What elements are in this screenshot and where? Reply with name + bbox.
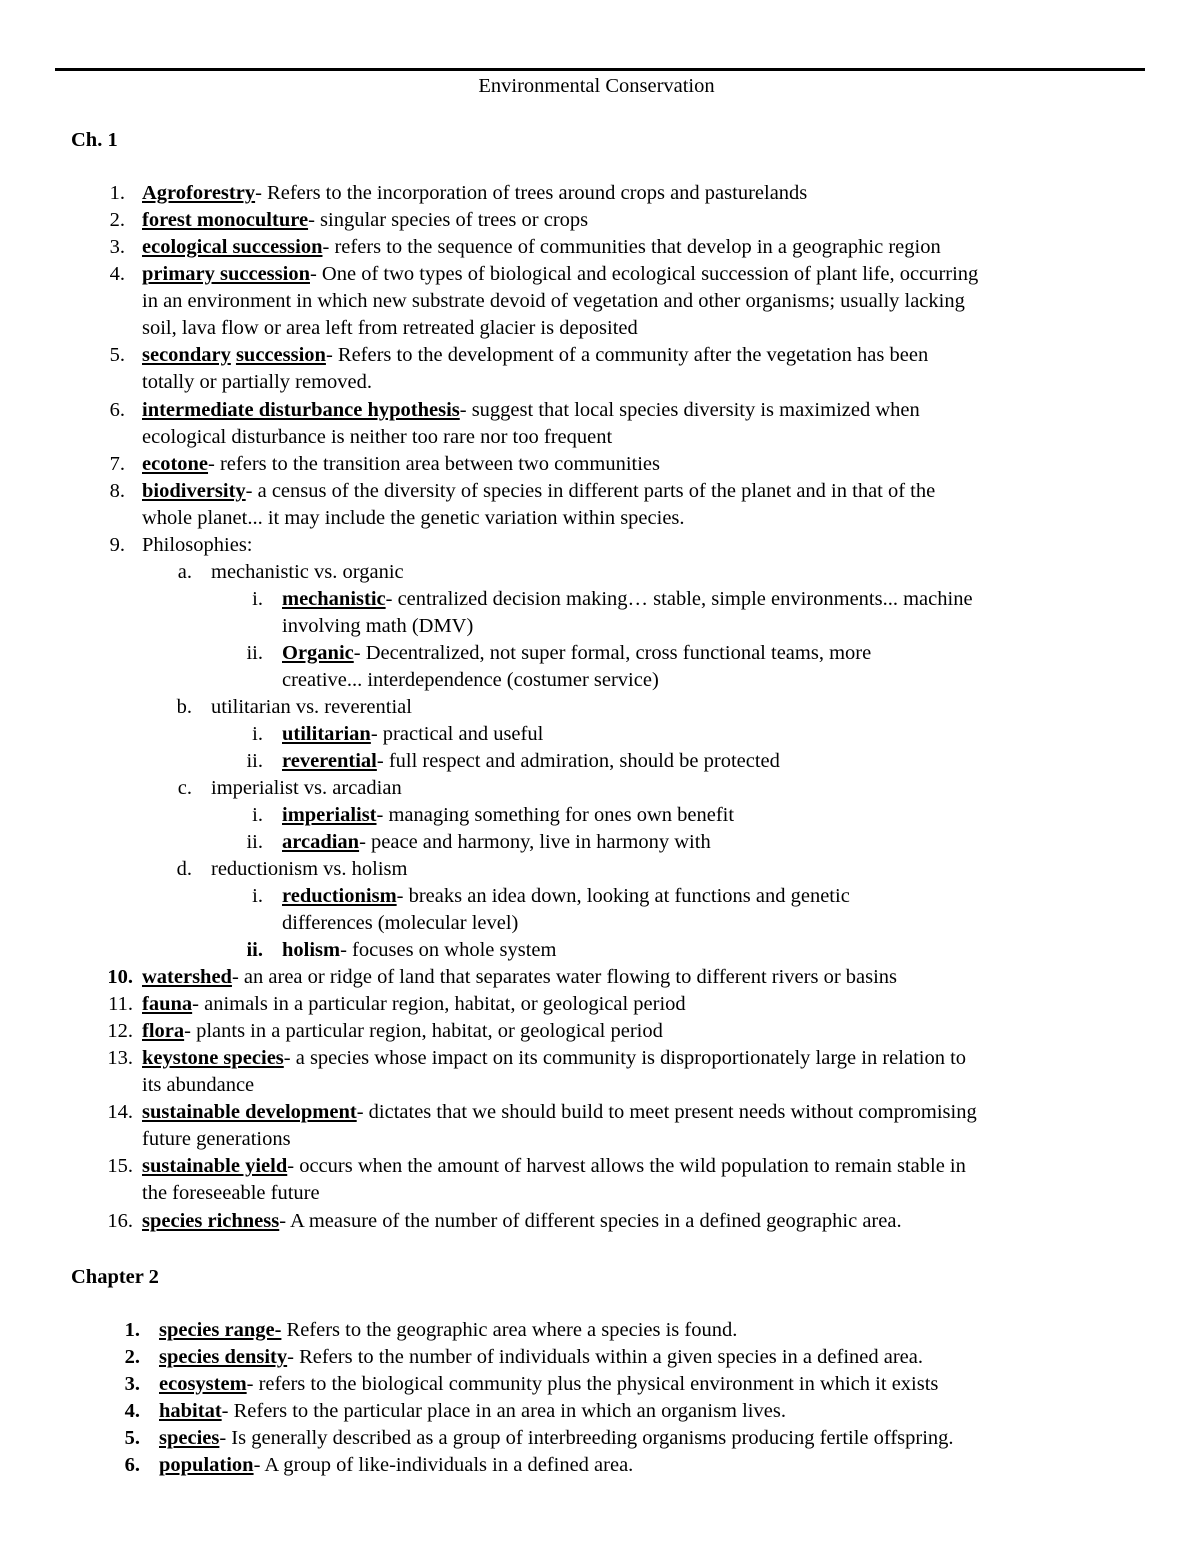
term: forest monoculture: [142, 209, 309, 231]
list-item: [142, 1099, 977, 1126]
list-item: [159, 1317, 737, 1344]
sub-item: [282, 829, 711, 856]
philosophy-pair: mechanistic vs. organic: [211, 561, 404, 583]
definition: - dictates that we should build to meet present needs without compromising: [356, 1101, 977, 1123]
definition: - A group of like-individuals in a defined area.: [253, 1454, 634, 1476]
definition: - managing something for ones own benefit: [376, 804, 735, 826]
term: succession: [235, 344, 326, 366]
term: watershed: [142, 966, 232, 988]
item-number: 12.: [107, 1020, 133, 1042]
term: utilitarian: [282, 723, 371, 745]
continuation-line: the foreseeable future: [142, 1182, 320, 1204]
chapter-2-heading: Chapter 2: [71, 1266, 159, 1288]
continuation-line: ecological disturbance is neither too rare nor too frequent: [142, 426, 613, 448]
definition: - refers to the sequence of communities that develop in a geographic region: [322, 236, 941, 258]
item-number: 4.: [124, 1400, 140, 1422]
top-rule: [55, 68, 1145, 71]
continuation-line: soil, lava flow or area left from retreated glacier is deposited: [142, 317, 638, 339]
term: species density: [159, 1346, 288, 1368]
list-item: [159, 1371, 938, 1398]
item-number: 5.: [124, 1427, 140, 1449]
continuation-line: in an environment in which new substrate devoid of vegetation and other organisms; usually lacking: [142, 290, 965, 312]
philosophy-pair: utilitarian vs. reverential: [211, 696, 412, 718]
definition: - Refers to the development of a community after the vegetation has been: [325, 344, 929, 366]
term: ecotone: [142, 453, 209, 475]
list-item: [142, 1045, 966, 1072]
item-number: 1.: [109, 182, 125, 204]
continuation-line: future generations: [142, 1128, 291, 1150]
term: flora: [142, 1020, 185, 1042]
term: primary succession: [142, 263, 310, 285]
term: species range-: [159, 1319, 282, 1341]
definition: - occurs when the amount of harvest allows the wild population to remain stable in: [287, 1155, 966, 1177]
item-number: 3.: [109, 236, 125, 258]
term: holism: [282, 939, 341, 961]
definition: - Decentralized, not super formal, cross functional teams, more: [353, 642, 872, 664]
document-title: Environmental Conservation: [478, 75, 715, 97]
definition: - plants in a particular region, habitat, or geological period: [184, 1020, 663, 1042]
sub-item: [282, 640, 871, 667]
definition: - practical and useful: [370, 723, 544, 745]
definition: - an area or ridge of land that separates water flowing to different rivers or basins: [231, 966, 898, 988]
term: population: [159, 1454, 254, 1476]
item-number: 13.: [107, 1047, 133, 1069]
definition: - One of two types of biological and ecological succession of plant life, occurring: [309, 263, 979, 285]
continuation-line: its abundance: [142, 1074, 255, 1096]
sub-item: [282, 937, 556, 964]
item-number: 8.: [109, 480, 125, 502]
continuation-line: involving math (DMV): [282, 615, 474, 637]
list-item: [142, 1153, 966, 1180]
sub-item: [282, 586, 973, 613]
item-number: 6.: [109, 399, 125, 421]
item-number: 5.: [109, 344, 125, 366]
philosophy-pair: imperialist vs. arcadian: [211, 777, 402, 799]
list-item: [159, 1452, 633, 1479]
item-number: 7.: [109, 453, 125, 475]
definition: - A measure of the number of different species in a defined geographic area.: [279, 1210, 902, 1232]
roman-number: i.: [252, 723, 263, 745]
term: ecosystem: [159, 1373, 247, 1395]
sub-letter: b.: [176, 696, 192, 718]
item-number: 6.: [124, 1454, 140, 1476]
continuation-line: whole planet... it may include the genetic variation within species.: [142, 507, 685, 529]
term: Agroforestry: [142, 182, 256, 204]
item-number: 2.: [124, 1346, 140, 1368]
roman-number: ii.: [246, 750, 263, 772]
list-item: [142, 397, 920, 424]
term: fauna: [142, 993, 193, 1015]
list-item: [142, 964, 897, 991]
term: reverential: [282, 750, 377, 772]
term: keystone species: [142, 1047, 284, 1069]
list-item: [142, 1208, 902, 1235]
definition: - peace and harmony, live in harmony with: [359, 831, 711, 853]
term: arcadian: [282, 831, 360, 853]
list-item: [142, 1018, 663, 1045]
roman-number: i.: [252, 804, 263, 826]
definition: - Refers to the number of individuals within a given species in a defined area.: [287, 1346, 923, 1368]
list-item: [142, 207, 588, 234]
list-item: [159, 1398, 786, 1425]
term: mechanistic: [282, 588, 386, 610]
definition: - a census of the diversity of species in different parts of the planet and in that of the: [245, 480, 936, 502]
sub-item: [282, 748, 780, 775]
definition: - Refers to the incorporation of trees around crops and pasturelands: [255, 182, 808, 204]
continuation-line: creative... interdependence (costumer service): [282, 669, 659, 691]
list-item: [142, 261, 978, 288]
definition: - animals in a particular region, habitat, or geological period: [192, 993, 686, 1015]
continuation-line: totally or partially removed.: [142, 371, 372, 393]
term: reductionism: [282, 885, 397, 907]
sub-letter: a.: [177, 561, 192, 583]
list-item: Philosophies:: [142, 534, 253, 556]
term: ecological succession: [142, 236, 323, 258]
item-number: 1.: [124, 1319, 140, 1341]
item-number: 3.: [124, 1373, 140, 1395]
definition: - a species whose impact on its community is disproportionately large in relation to: [283, 1047, 967, 1069]
definition: - refers to the biological community plus the physical environment in which it exists: [246, 1373, 939, 1395]
term: biodiversity: [142, 480, 246, 502]
term: secondary: [142, 344, 231, 366]
sub-letter: c.: [177, 777, 192, 799]
term: species richness: [142, 1210, 280, 1232]
item-number: 4.: [109, 263, 125, 285]
item-number: 14.: [107, 1101, 133, 1123]
item-number: 9.: [109, 534, 125, 556]
term: imperialist: [282, 804, 377, 826]
continuation-line: differences (molecular level): [282, 912, 519, 934]
definition: - Refers to the particular place in an area in which an organism lives.: [221, 1400, 786, 1422]
term: sustainable development: [142, 1101, 357, 1123]
chapter-1-heading: Ch. 1: [71, 129, 118, 151]
definition: - centralized decision making… stable, simple environments... machine: [385, 588, 973, 610]
roman-number: i.: [252, 588, 263, 610]
list-item: [142, 234, 941, 261]
philosophy-pair: reductionism vs. holism: [211, 858, 408, 880]
definition: - singular species of trees or crops: [308, 209, 589, 231]
definition: - focuses on whole system: [340, 939, 557, 961]
roman-number: ii.: [246, 831, 263, 853]
list-item: [142, 478, 935, 505]
item-number: 11.: [108, 993, 133, 1015]
list-item: [159, 1344, 923, 1371]
definition: Refers to the geographic area where a species is found.: [281, 1319, 738, 1341]
definition: - refers to the transition area between two communities: [208, 453, 661, 475]
sub-item: [282, 883, 850, 910]
definition: - breaks an idea down, looking at functions and genetic: [396, 885, 850, 907]
list-item: [159, 1425, 954, 1452]
list-item: [142, 451, 660, 478]
roman-number: i.: [252, 885, 263, 907]
roman-number: ii.: [246, 939, 263, 961]
term: Organic: [282, 642, 354, 664]
list-item: [142, 180, 807, 207]
item-number: 2.: [109, 209, 125, 231]
term: sustainable yield: [142, 1155, 288, 1177]
list-item: [142, 991, 686, 1018]
term: intermediate disturbance hypothesis: [142, 399, 460, 421]
definition: - Is generally described as a group of interbreeding organisms producing fertile offspring.: [219, 1427, 954, 1449]
sub-letter: d.: [176, 858, 192, 880]
list-item: [142, 342, 928, 369]
definition: - full respect and admiration, should be protected: [376, 750, 780, 772]
roman-number: ii.: [246, 642, 263, 664]
item-number: 15.: [107, 1155, 133, 1177]
term: habitat: [159, 1400, 222, 1422]
term: species: [159, 1427, 220, 1449]
sub-item: [282, 721, 543, 748]
item-number: 16.: [107, 1210, 133, 1232]
sub-item: [282, 802, 734, 829]
definition: - suggest that local species diversity is maximized when: [459, 399, 920, 421]
item-number: 10.: [107, 966, 133, 988]
